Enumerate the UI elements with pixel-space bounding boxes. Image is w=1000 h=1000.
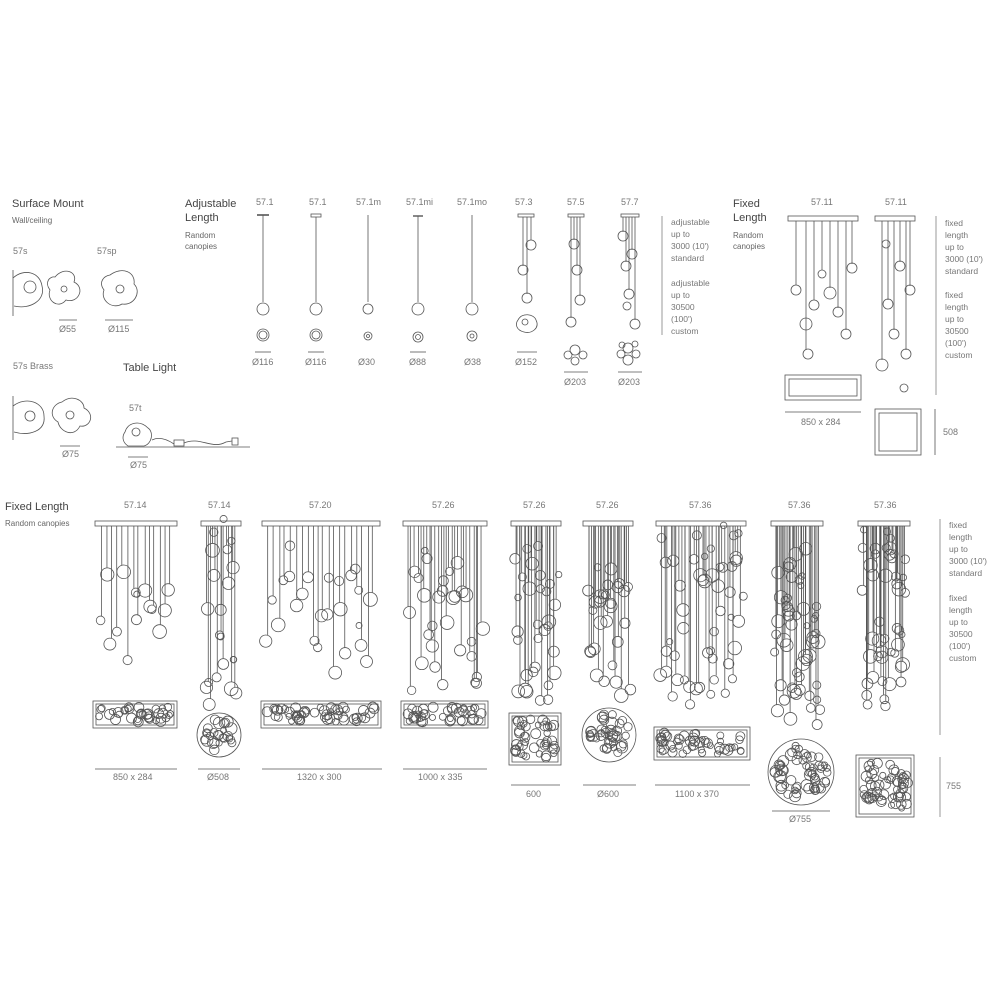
canopy: [511, 521, 561, 526]
glass-pendant: [654, 669, 667, 682]
glass-pendant: [203, 698, 215, 710]
glass-pendant: [668, 692, 677, 701]
adjustable-subtitle-1: Random: [185, 231, 216, 240]
footprint-bulb: [815, 753, 823, 761]
glass-pendant: [685, 700, 694, 709]
footprint-bulb: [622, 732, 629, 739]
footprint-bulb: [210, 745, 220, 755]
glass-pendant: [583, 585, 594, 596]
glass-pendant: [215, 631, 224, 640]
surface-57s-brass-front: [52, 398, 90, 432]
model-label-57-14-b: 57.14: [208, 500, 231, 510]
glass-pendant: [707, 690, 715, 698]
note-line: up to: [671, 229, 690, 239]
glass-pendant: [728, 675, 736, 683]
model-label-57-1mo: 57.1mo: [457, 197, 488, 207]
surface-57s-side-view: [13, 270, 43, 316]
glass-pendant: [544, 681, 553, 690]
surface-57s-front-view: [47, 271, 79, 304]
dim-57t: Ø75: [130, 460, 148, 470]
glass-pendant: [440, 616, 454, 630]
dim-57-7: Ø203: [618, 377, 641, 387]
pendant-57-1-a: [255, 215, 271, 352]
glass-pendant: [268, 596, 276, 604]
model-label-57-1m: 57.1m: [356, 197, 382, 207]
glass-pendant: [786, 571, 797, 582]
glass-pendant: [96, 616, 105, 625]
glass-pendant: [668, 555, 679, 566]
dim-57-1-a: Ø116: [252, 357, 274, 367]
fixed-top-subtitle-1: Random: [733, 231, 764, 240]
footprint-bulb: [888, 802, 894, 808]
note-line: fixed: [945, 290, 963, 300]
glass-pendant: [725, 587, 736, 598]
glass-pendant: [608, 661, 617, 670]
glass-pendant: [863, 650, 877, 664]
glass-pendant: [812, 720, 822, 730]
glass-pendant: [692, 531, 701, 540]
glass-pendant: [424, 630, 434, 640]
glass-pendant: [438, 679, 448, 689]
glass-pendant: [712, 580, 725, 593]
note-line: custom: [945, 350, 973, 360]
glass-pendant: [296, 588, 308, 600]
glass-pendant: [523, 545, 532, 554]
footprint-bulb: [803, 762, 810, 769]
footprint-bulb: [111, 714, 121, 724]
pendant-57-3: [516, 214, 537, 352]
canopy: [262, 521, 380, 526]
note-line: 3000 (10'): [949, 556, 988, 566]
canopy: [656, 521, 746, 526]
footprint-bulb: [676, 742, 683, 749]
glass-pendant: [883, 678, 896, 691]
glass-pendant: [784, 712, 797, 725]
footprint-bulb: [715, 746, 723, 754]
glass-pendant: [779, 695, 789, 705]
glass-pendant: [901, 588, 910, 597]
pendant-57-7: [617, 214, 642, 372]
glass-pendant: [414, 573, 423, 582]
pendant-57-5: [564, 214, 588, 372]
glass-pendant: [703, 648, 713, 658]
glass-pendant: [361, 656, 373, 668]
glass-pendant: [223, 545, 232, 554]
glass-pendant: [678, 622, 690, 634]
pendant-57-1m: [363, 215, 373, 340]
glass-pendant: [355, 639, 367, 651]
glass-pendant: [201, 603, 214, 616]
glass-pendant: [805, 691, 814, 700]
surface-mount-subtitle: Wall/ceiling: [12, 216, 53, 225]
footprint-bulb: [109, 708, 115, 714]
glass-pendant: [260, 635, 272, 647]
footprint-bulb: [861, 771, 871, 781]
footprint-bulb: [801, 780, 812, 791]
footprint-bulb: [310, 708, 319, 717]
glass-pendant: [610, 676, 622, 688]
glass-pendant: [290, 599, 302, 611]
glass-pendant: [789, 548, 802, 561]
glass-pendant: [222, 577, 234, 589]
footprint-bulb: [881, 779, 891, 789]
note-line: fixed: [945, 218, 963, 228]
glass-pendant: [335, 576, 344, 585]
glass-pendant: [896, 677, 906, 687]
glass-pendant: [798, 583, 804, 589]
glass-pendant: [901, 555, 910, 564]
note-line: standard: [949, 568, 983, 578]
glass-pendant: [428, 621, 437, 630]
glass-pendant: [720, 522, 727, 529]
glass-pendant: [733, 615, 745, 627]
glass-pendant: [472, 672, 481, 681]
glass-pendant: [271, 618, 285, 632]
glass-pendant: [208, 569, 220, 581]
glass-pendant: [544, 622, 552, 630]
note-line: 3000 (10'): [671, 241, 710, 251]
glass-pendant: [667, 639, 673, 645]
dim-57s: Ø55: [59, 324, 77, 334]
glass-pendant: [707, 647, 715, 655]
footprint-bulb: [531, 729, 541, 739]
note-line: up to: [945, 242, 964, 252]
glass-pendant: [421, 547, 428, 554]
glass-pendant: [430, 662, 441, 673]
adjustable-title-1: Adjustable: [185, 198, 237, 210]
dim-57-26-c: Ø600: [597, 789, 620, 799]
dim-57-5: Ø203: [564, 377, 587, 387]
glass-pendant: [690, 683, 702, 695]
adjustable-subtitle-2: canopies: [185, 242, 218, 251]
fixed-bottom-title: Fixed Length: [5, 501, 69, 513]
note-line: up to: [949, 544, 968, 554]
model-label-57-20: 57.20: [309, 500, 332, 510]
glass-pendant: [710, 627, 719, 636]
footprint-bulb: [210, 715, 220, 725]
note-line: 30500: [945, 326, 969, 336]
glass-pendant: [892, 582, 906, 596]
dim-57-1mo: Ø38: [464, 357, 482, 367]
canopy: [858, 521, 910, 526]
model-label-57-14-a: 57.14: [124, 500, 147, 510]
model-label-57-5: 57.5: [567, 197, 585, 207]
glass-pendant: [224, 682, 238, 696]
canopy: [771, 521, 823, 526]
footprint-bulb: [597, 712, 607, 722]
glass-pendant: [881, 701, 890, 710]
note-line: custom: [671, 326, 699, 336]
glass-pendant: [418, 589, 432, 603]
model-label-57-26-b: 57.26: [523, 500, 546, 510]
fixed-bottom-drawings: [93, 515, 914, 817]
pendant-57-1mo: [466, 215, 478, 341]
glass-pendant: [880, 695, 889, 704]
glass-pendant: [451, 557, 464, 570]
dim-57sp: Ø115: [108, 324, 130, 334]
glass-pendant: [876, 651, 888, 663]
fixed-bottom-subtitle: Random canopies: [5, 519, 70, 528]
model-label-57sp: 57sp: [97, 246, 117, 256]
fixed-top-title-2: Length: [733, 212, 767, 224]
footprint-bulb: [429, 714, 435, 720]
glass-pendant: [857, 585, 867, 595]
glass-pendant: [520, 685, 533, 698]
model-label-57-1-b: 57.1: [309, 197, 327, 207]
dim-57-20: 1320 x 300: [297, 772, 342, 782]
canopy: [583, 521, 633, 526]
model-label-57-11-a: 57.11: [811, 197, 833, 207]
pendant-57-1mi: [410, 216, 426, 352]
glass-pendant: [426, 640, 438, 652]
glass-pendant: [547, 666, 561, 680]
glass-pendant: [716, 563, 724, 571]
glass-pendant: [476, 622, 489, 635]
dim-57-14-b: Ø508: [207, 772, 230, 782]
dim-57-11-b: 508: [943, 427, 959, 437]
glass-pendant: [218, 659, 229, 670]
model-label-57-36-a: 57.36: [689, 500, 712, 510]
glass-pendant: [549, 599, 560, 610]
pendant-57-11-rect: [785, 216, 861, 412]
note-line: (100'): [945, 338, 967, 348]
fixed-top-subtitle-2: canopies: [733, 242, 766, 251]
surface-mount-title: Surface Mount: [12, 198, 84, 210]
footprint-bulb: [203, 724, 212, 733]
note-line: length: [949, 532, 973, 542]
glass-pendant: [672, 674, 684, 686]
adjustable-title-2: Length: [185, 212, 219, 224]
note-line: adjustable: [671, 217, 710, 227]
footprint-bulb: [289, 718, 295, 724]
glass-pendant: [407, 686, 415, 694]
dim-57-26-a: 1000 x 335: [418, 772, 463, 782]
footprint-bulb: [880, 772, 886, 778]
glass-pendant: [467, 637, 476, 646]
glass-pendant: [585, 647, 596, 658]
glass-pendant: [812, 602, 820, 610]
surface-57sp-view: [102, 271, 138, 306]
glass-pendant: [303, 572, 314, 583]
note-line: (100'): [671, 314, 693, 324]
glass-pendant: [677, 604, 690, 617]
glass-pendant: [455, 645, 466, 656]
model-label-57t: 57t: [129, 403, 142, 413]
glass-pendant: [771, 648, 779, 656]
model-label-57s: 57s: [13, 246, 28, 256]
glass-pendant: [707, 545, 714, 552]
canopy: [403, 521, 487, 526]
dim-57s-brass: Ø75: [62, 449, 80, 459]
glass-pendant: [710, 676, 718, 684]
glass-pendant: [117, 565, 131, 579]
note-line: length: [945, 230, 969, 240]
footprint-bulb: [618, 716, 626, 724]
dim-57-14-a: 850 x 284: [113, 772, 153, 782]
glass-pendant: [467, 652, 477, 662]
glass-pendant: [329, 666, 342, 679]
dim-57-1-b: Ø116: [305, 357, 327, 367]
glass-pendant: [230, 656, 237, 663]
note-line: up to: [671, 290, 690, 300]
glass-pendant: [123, 656, 132, 665]
note-line: up to: [949, 617, 968, 627]
glass-pendant: [680, 676, 688, 684]
glass-pendant: [324, 573, 333, 582]
dim-57-1m: Ø30: [358, 357, 376, 367]
glass-pendant: [220, 515, 227, 522]
glass-pendant: [212, 673, 221, 682]
glass-pendant: [535, 570, 545, 580]
dim-57-1mi: Ø88: [409, 357, 427, 367]
glass-pendant: [625, 684, 636, 695]
glass-pendant: [614, 578, 624, 588]
note-line: 3000 (10'): [945, 254, 984, 264]
note-line: length: [949, 605, 973, 615]
glass-pendant: [594, 616, 607, 629]
note-line: fixed: [949, 520, 967, 530]
glass-pendant: [153, 625, 167, 639]
dim-57-11-a: 850 x 284: [801, 417, 841, 427]
glass-pendant: [858, 543, 867, 552]
pendant-57-1-b: [308, 214, 324, 352]
note-line: 30500: [671, 302, 695, 312]
glass-pendant: [698, 575, 709, 586]
model-label-57-26-a: 57.26: [432, 500, 455, 510]
model-label-57-1mi: 57.1mi: [406, 197, 434, 207]
canopy: [95, 521, 177, 526]
glass-pendant: [438, 576, 448, 586]
glass-pendant: [863, 700, 872, 709]
glass-pendant: [510, 554, 521, 565]
glass-pendant: [112, 627, 121, 636]
glass-pendant: [131, 615, 141, 625]
glass-pendant: [813, 696, 820, 703]
model-label-57-1-a: 57.1: [256, 197, 274, 207]
table-light-57t: [116, 423, 250, 447]
footprint-bulb: [784, 790, 792, 798]
note-line: (100'): [949, 641, 971, 651]
glass-pendant: [806, 704, 815, 713]
footprint-bulb: [96, 713, 103, 720]
glass-pendant: [415, 657, 428, 670]
note-line: standard: [671, 253, 705, 263]
glass-pendant: [590, 669, 603, 682]
glass-pendant: [891, 572, 900, 581]
glass-pendant: [721, 689, 729, 697]
glass-pendant: [716, 606, 726, 616]
model-label-57-26-c: 57.26: [596, 500, 619, 510]
glass-pendant: [593, 590, 607, 604]
glass-pendant: [777, 633, 791, 647]
glass-pendant: [363, 592, 377, 606]
glass-pendant: [404, 607, 416, 619]
note-line: custom: [949, 653, 977, 663]
glass-pendant: [771, 705, 783, 717]
glass-pendant: [880, 634, 889, 643]
table-light-title: Table Light: [123, 362, 177, 374]
note-line: length: [945, 302, 969, 312]
glass-pendant: [339, 648, 350, 659]
note-line: fixed: [949, 593, 967, 603]
glass-pendant: [701, 553, 707, 559]
surface-57s-brass-side: [13, 396, 44, 440]
pendant-57-11-square: [875, 216, 935, 455]
note-line: adjustable: [671, 278, 710, 288]
dim-57-26-b: 600: [526, 789, 542, 799]
footprint-bulb: [343, 706, 350, 713]
glass-pendant: [813, 681, 821, 689]
glass-pendant: [729, 531, 738, 540]
model-label-57-36-b: 57.36: [788, 500, 811, 510]
glass-pendant: [104, 638, 116, 650]
dim-57-3: Ø152: [515, 357, 538, 367]
dim-57-36-c: 755: [946, 781, 962, 791]
note-line: standard: [945, 266, 979, 276]
model-label-57-36-c: 57.36: [874, 500, 897, 510]
dim-57-36-a: 1100 x 370: [675, 789, 719, 799]
glass-pendant: [728, 641, 742, 655]
model-label-57-7: 57.7: [621, 197, 639, 207]
model-label-57s-brass: 57s Brass: [13, 361, 54, 371]
model-label-57-3: 57.3: [515, 197, 533, 207]
glass-pendant: [521, 670, 532, 681]
glass-pendant: [684, 681, 695, 692]
glass-pendant: [599, 676, 609, 686]
footprint-bulb: [736, 736, 744, 744]
note-line: up to: [945, 314, 964, 324]
glass-pendant: [614, 689, 628, 703]
fixed-top-title-1: Fixed: [733, 198, 760, 210]
glass-pendant: [162, 584, 174, 596]
footprint-bulb: [514, 726, 524, 736]
model-label-57-11-b: 57.11: [885, 197, 907, 207]
glass-pendant: [446, 591, 460, 605]
note-line: 30500: [949, 629, 973, 639]
dim-57-36-b: Ø755: [789, 814, 812, 824]
glass-pendant: [815, 705, 825, 715]
